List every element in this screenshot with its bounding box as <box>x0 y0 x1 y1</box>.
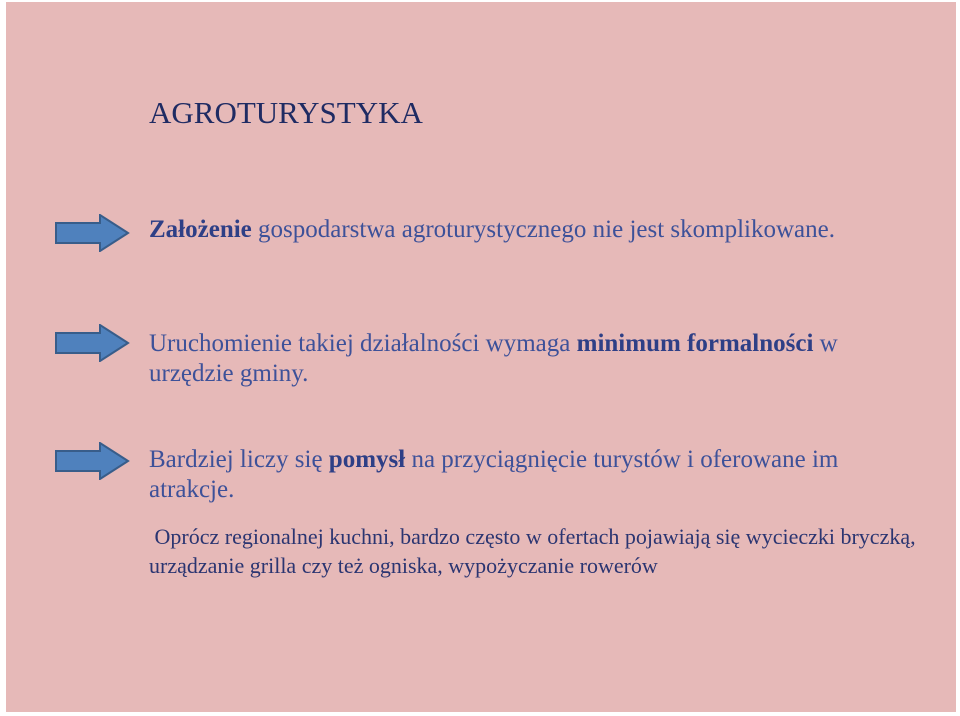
arrow-right-icon <box>54 214 130 252</box>
bullet-3 <box>149 445 909 505</box>
bullet-3-text-before: Bardziej liczy się <box>149 446 329 473</box>
bullet-2-bold: minimum formalności <box>576 330 814 357</box>
arrow-right-icon <box>54 442 130 480</box>
bullet-2-text-before: Uruchomienie takiej działalności wymaga <box>149 330 577 357</box>
slide <box>6 2 956 712</box>
bullet-1-text: gospodarstwa agroturystycznego nie jest skomplikowane. <box>251 216 835 243</box>
arrow-right-icon <box>54 324 130 362</box>
bullet-1 <box>149 215 909 245</box>
bullet-3-bold: pomysł <box>328 446 406 473</box>
closing-paragraph: Oprócz regionalnej kuchni, bardzo często w ofertach pojawiają się wycieczki bryczką, urządzanie grilla czy też ogniska, wypożyczanie rowerów <box>149 524 922 578</box>
bullet-2-text-after: w urzędzie gminy. <box>149 330 838 387</box>
slide-title: AGROTURYSTYKA <box>149 95 423 130</box>
bullet-2 <box>149 329 909 389</box>
bullet-3-text-after: na przyciągnięcie turystów i oferowane im atrakcje. <box>149 446 839 503</box>
bullet-1-bold: Założenie <box>149 216 252 243</box>
